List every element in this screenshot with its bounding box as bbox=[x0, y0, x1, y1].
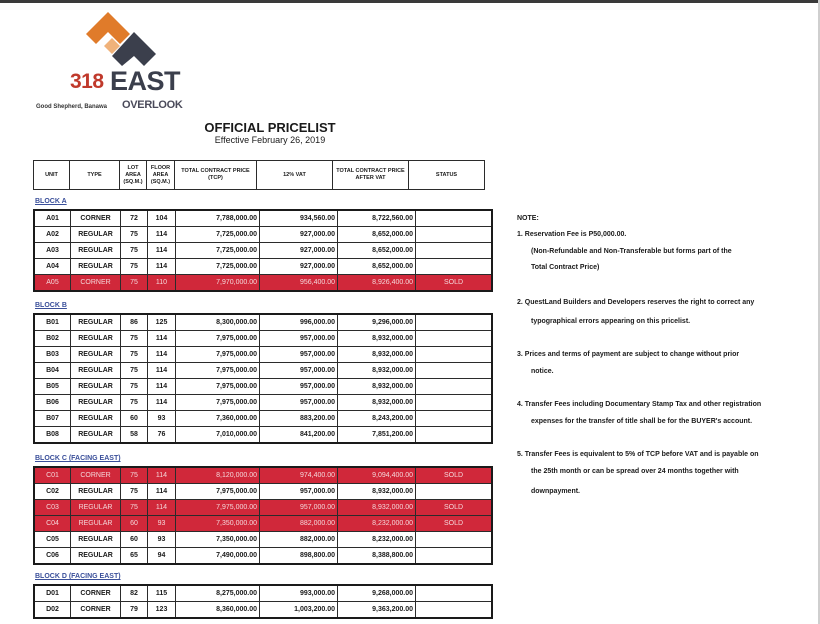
cell-unit: A05 bbox=[34, 275, 71, 292]
table-row bbox=[34, 484, 492, 500]
cell-vat: 993,000.00 bbox=[260, 585, 338, 602]
cell-type: REGULAR bbox=[71, 379, 121, 395]
cell-type: REGULAR bbox=[71, 532, 121, 548]
cell-status bbox=[416, 411, 493, 427]
note-line: NOTE: bbox=[517, 215, 539, 222]
table-row bbox=[34, 516, 492, 532]
cell-floor: 123 bbox=[148, 602, 176, 619]
table-row bbox=[34, 259, 492, 275]
table-row bbox=[34, 500, 492, 516]
cell-status bbox=[416, 331, 493, 347]
logo-number: 318 bbox=[70, 70, 104, 93]
pricelist-header bbox=[33, 160, 485, 190]
page-subtitle: Effective February 26, 2019 bbox=[214, 135, 326, 145]
logo-sub: OVERLOOK bbox=[122, 99, 183, 111]
table-row bbox=[34, 532, 492, 548]
table-row bbox=[34, 243, 492, 259]
cell-unit: B06 bbox=[34, 395, 71, 411]
cell-status bbox=[416, 532, 493, 548]
cell-tcp: 7,970,000.00 bbox=[176, 275, 260, 292]
cell-unit: A03 bbox=[34, 243, 71, 259]
note-line: (Non-Refundable and Non-Transferable but forms part of the bbox=[531, 248, 732, 255]
cell-lot: 86 bbox=[121, 314, 148, 331]
cell-after: 8,926,400.00 bbox=[338, 275, 416, 292]
cell-floor: 114 bbox=[148, 395, 176, 411]
cell-type: REGULAR bbox=[71, 243, 121, 259]
cell-floor: 125 bbox=[148, 314, 176, 331]
cell-type: REGULAR bbox=[71, 395, 121, 411]
cell-floor: 110 bbox=[148, 275, 176, 292]
cell-floor: 94 bbox=[148, 548, 176, 565]
cell-after: 8,932,000.00 bbox=[338, 363, 416, 379]
cell-vat: 957,000.00 bbox=[260, 331, 338, 347]
page-title: OFFICIAL PRICELIST bbox=[204, 120, 336, 135]
cell-unit: C02 bbox=[34, 484, 71, 500]
table-row bbox=[34, 585, 492, 602]
cell-after: 8,932,000.00 bbox=[338, 500, 416, 516]
cell-status: SOLD bbox=[416, 467, 493, 484]
cell-vat: 927,000.00 bbox=[260, 227, 338, 243]
header-floor-area: FLOOR AREA (SQ.M.) bbox=[147, 161, 175, 190]
cell-unit: C03 bbox=[34, 500, 71, 516]
cell-after: 8,932,000.00 bbox=[338, 484, 416, 500]
note-line: notice. bbox=[531, 368, 554, 375]
cell-lot: 75 bbox=[121, 275, 148, 292]
table-row bbox=[34, 467, 492, 484]
cell-vat: 927,000.00 bbox=[260, 243, 338, 259]
table-row bbox=[34, 347, 492, 363]
cell-vat: 956,400.00 bbox=[260, 275, 338, 292]
cell-tcp: 7,010,000.00 bbox=[176, 427, 260, 444]
table-row bbox=[34, 331, 492, 347]
cell-unit: B02 bbox=[34, 331, 71, 347]
block-table bbox=[33, 313, 493, 444]
cell-floor: 114 bbox=[148, 227, 176, 243]
cell-type: CORNER bbox=[71, 602, 121, 619]
cell-unit: C06 bbox=[34, 548, 71, 565]
table-row bbox=[34, 314, 492, 331]
block-table bbox=[33, 209, 493, 292]
cell-type: REGULAR bbox=[71, 411, 121, 427]
cell-status bbox=[416, 585, 493, 602]
cell-after: 8,232,000.00 bbox=[338, 532, 416, 548]
table-row bbox=[34, 275, 492, 292]
block-label: BLOCK D (FACING EAST) bbox=[35, 573, 121, 580]
cell-tcp: 8,275,000.00 bbox=[176, 585, 260, 602]
cell-status bbox=[416, 427, 493, 444]
table-row bbox=[34, 363, 492, 379]
cell-lot: 75 bbox=[121, 347, 148, 363]
cell-tcp: 7,490,000.00 bbox=[176, 548, 260, 565]
cell-status bbox=[416, 227, 493, 243]
cell-unit: B05 bbox=[34, 379, 71, 395]
cell-lot: 75 bbox=[121, 331, 148, 347]
cell-after: 8,932,000.00 bbox=[338, 379, 416, 395]
cell-unit: C01 bbox=[34, 467, 71, 484]
table-row bbox=[34, 548, 492, 565]
header-vat: 12% VAT bbox=[257, 161, 333, 190]
cell-status bbox=[416, 210, 493, 227]
cell-tcp: 7,975,000.00 bbox=[176, 347, 260, 363]
cell-type: REGULAR bbox=[71, 331, 121, 347]
table-row bbox=[34, 227, 492, 243]
cell-status bbox=[416, 484, 493, 500]
cell-status bbox=[416, 259, 493, 275]
cell-lot: 65 bbox=[121, 548, 148, 565]
cell-status bbox=[416, 548, 493, 565]
note-line: 3. Prices and terms of payment are subject to change without prior bbox=[517, 351, 740, 358]
cell-status bbox=[416, 602, 493, 619]
cell-floor: 114 bbox=[148, 467, 176, 484]
cell-unit: A02 bbox=[34, 227, 71, 243]
cell-after: 9,296,000.00 bbox=[338, 314, 416, 331]
note-line: Total Contract Price) bbox=[531, 264, 600, 271]
header-lot-area: LOT AREA (SQ.M.) bbox=[120, 161, 147, 190]
cell-floor: 104 bbox=[148, 210, 176, 227]
cell-floor: 76 bbox=[148, 427, 176, 444]
cell-type: REGULAR bbox=[71, 427, 121, 444]
cell-lot: 79 bbox=[121, 602, 148, 619]
cell-lot: 60 bbox=[121, 516, 148, 532]
cell-floor: 93 bbox=[148, 516, 176, 532]
cell-lot: 75 bbox=[121, 259, 148, 275]
block-label: BLOCK A bbox=[35, 198, 67, 205]
table-row bbox=[34, 379, 492, 395]
cell-tcp: 8,300,000.00 bbox=[176, 314, 260, 331]
cell-after: 7,851,200.00 bbox=[338, 427, 416, 444]
cell-type: REGULAR bbox=[71, 484, 121, 500]
cell-floor: 115 bbox=[148, 585, 176, 602]
cell-vat: 882,000.00 bbox=[260, 516, 338, 532]
cell-unit: D02 bbox=[34, 602, 71, 619]
note-line: 5. Transfer Fees is equivalent to 5% of TCP before VAT and is payable on bbox=[517, 451, 759, 458]
cell-unit: C04 bbox=[34, 516, 71, 532]
cell-vat: 898,800.00 bbox=[260, 548, 338, 565]
cell-after: 8,652,000.00 bbox=[338, 227, 416, 243]
cell-vat: 1,003,200.00 bbox=[260, 602, 338, 619]
cell-status: SOLD bbox=[416, 500, 493, 516]
cell-type: CORNER bbox=[71, 210, 121, 227]
logo-mark-icon bbox=[86, 8, 156, 70]
cell-tcp: 7,350,000.00 bbox=[176, 532, 260, 548]
cell-vat: 957,000.00 bbox=[260, 363, 338, 379]
cell-unit: B03 bbox=[34, 347, 71, 363]
cell-vat: 927,000.00 bbox=[260, 259, 338, 275]
logo-name: EAST bbox=[110, 66, 181, 96]
cell-after: 8,722,560.00 bbox=[338, 210, 416, 227]
cell-after: 8,652,000.00 bbox=[338, 243, 416, 259]
header-unit: UNIT bbox=[34, 161, 70, 190]
cell-unit: B07 bbox=[34, 411, 71, 427]
cell-lot: 58 bbox=[121, 427, 148, 444]
header-status: STATUS bbox=[409, 161, 485, 190]
block-label: BLOCK B bbox=[35, 302, 67, 309]
cell-lot: 75 bbox=[121, 227, 148, 243]
cell-vat: 883,200.00 bbox=[260, 411, 338, 427]
cell-after: 8,932,000.00 bbox=[338, 331, 416, 347]
cell-tcp: 7,975,000.00 bbox=[176, 331, 260, 347]
cell-floor: 93 bbox=[148, 532, 176, 548]
cell-after: 9,268,000.00 bbox=[338, 585, 416, 602]
block-table bbox=[33, 584, 493, 619]
cell-vat: 957,000.00 bbox=[260, 484, 338, 500]
cell-type: CORNER bbox=[71, 467, 121, 484]
cell-vat: 974,400.00 bbox=[260, 467, 338, 484]
cell-after: 8,932,000.00 bbox=[338, 395, 416, 411]
cell-unit: B01 bbox=[34, 314, 71, 331]
cell-lot: 60 bbox=[121, 532, 148, 548]
cell-lot: 60 bbox=[121, 411, 148, 427]
table-row bbox=[34, 602, 492, 619]
cell-unit: A04 bbox=[34, 259, 71, 275]
cell-tcp: 8,120,000.00 bbox=[176, 467, 260, 484]
cell-lot: 75 bbox=[121, 243, 148, 259]
cell-lot: 75 bbox=[121, 500, 148, 516]
cell-after: 8,232,000.00 bbox=[338, 516, 416, 532]
cell-type: REGULAR bbox=[71, 516, 121, 532]
cell-floor: 114 bbox=[148, 243, 176, 259]
cell-status: SOLD bbox=[416, 516, 493, 532]
cell-tcp: 7,360,000.00 bbox=[176, 411, 260, 427]
header-tcp: TOTAL CONTRACT PRICE (TCP) bbox=[175, 161, 257, 190]
cell-unit: B04 bbox=[34, 363, 71, 379]
cell-tcp: 7,975,000.00 bbox=[176, 395, 260, 411]
cell-lot: 82 bbox=[121, 585, 148, 602]
cell-type: REGULAR bbox=[71, 227, 121, 243]
cell-lot: 75 bbox=[121, 363, 148, 379]
cell-status: SOLD bbox=[416, 275, 493, 292]
cell-vat: 957,000.00 bbox=[260, 379, 338, 395]
cell-vat: 841,200.00 bbox=[260, 427, 338, 444]
cell-status bbox=[416, 363, 493, 379]
cell-lot: 75 bbox=[121, 395, 148, 411]
cell-vat: 957,000.00 bbox=[260, 395, 338, 411]
cell-floor: 93 bbox=[148, 411, 176, 427]
cell-tcp: 7,975,000.00 bbox=[176, 363, 260, 379]
cell-unit: A01 bbox=[34, 210, 71, 227]
cell-status bbox=[416, 379, 493, 395]
cell-vat: 957,000.00 bbox=[260, 500, 338, 516]
cell-status bbox=[416, 395, 493, 411]
table-row bbox=[34, 411, 492, 427]
cell-floor: 114 bbox=[148, 379, 176, 395]
note-line: typographical errors appearing on this pricelist. bbox=[531, 318, 691, 325]
cell-type: CORNER bbox=[71, 585, 121, 602]
cell-tcp: 7,725,000.00 bbox=[176, 259, 260, 275]
top-border bbox=[0, 0, 820, 3]
cell-floor: 114 bbox=[148, 259, 176, 275]
cell-type: REGULAR bbox=[71, 347, 121, 363]
note-line: 1. Reservation Fee is P50,000.00. bbox=[517, 231, 627, 238]
header-type: TYPE bbox=[70, 161, 120, 190]
cell-unit: B08 bbox=[34, 427, 71, 444]
cell-vat: 957,000.00 bbox=[260, 347, 338, 363]
cell-floor: 114 bbox=[148, 347, 176, 363]
block-label: BLOCK C (FACING EAST) bbox=[35, 455, 121, 462]
header-tcp-after-vat: TOTAL CONTRACT PRICE AFTER VAT bbox=[333, 161, 409, 190]
cell-lot: 75 bbox=[121, 467, 148, 484]
note-line: 4. Transfer Fees including Documentary Stamp Tax and other registration bbox=[517, 401, 762, 408]
logo-location: Good Shepherd, Banawa bbox=[36, 104, 108, 110]
cell-tcp: 7,725,000.00 bbox=[176, 243, 260, 259]
note-line: downpayment. bbox=[531, 488, 581, 495]
cell-status bbox=[416, 243, 493, 259]
cell-floor: 114 bbox=[148, 500, 176, 516]
cell-vat: 882,000.00 bbox=[260, 532, 338, 548]
cell-floor: 114 bbox=[148, 363, 176, 379]
cell-tcp: 7,975,000.00 bbox=[176, 484, 260, 500]
cell-tcp: 8,360,000.00 bbox=[176, 602, 260, 619]
cell-type: REGULAR bbox=[71, 314, 121, 331]
block-table bbox=[33, 466, 493, 565]
cell-unit: D01 bbox=[34, 585, 71, 602]
cell-after: 8,652,000.00 bbox=[338, 259, 416, 275]
cell-lot: 75 bbox=[121, 484, 148, 500]
cell-tcp: 7,788,000.00 bbox=[176, 210, 260, 227]
cell-type: REGULAR bbox=[71, 363, 121, 379]
note-line: the 25th month or can be spread over 24 months together with bbox=[531, 468, 739, 475]
cell-tcp: 7,725,000.00 bbox=[176, 227, 260, 243]
cell-after: 8,243,200.00 bbox=[338, 411, 416, 427]
cell-floor: 114 bbox=[148, 331, 176, 347]
cell-lot: 75 bbox=[121, 379, 148, 395]
cell-type: REGULAR bbox=[71, 500, 121, 516]
cell-vat: 934,560.00 bbox=[260, 210, 338, 227]
cell-after: 8,388,800.00 bbox=[338, 548, 416, 565]
cell-unit: C05 bbox=[34, 532, 71, 548]
cell-after: 9,363,200.00 bbox=[338, 602, 416, 619]
table-row bbox=[34, 427, 492, 444]
note-line: expenses for the transfer of title shall be for the BUYER's account. bbox=[531, 418, 753, 425]
cell-after: 9,094,400.00 bbox=[338, 467, 416, 484]
table-row bbox=[34, 395, 492, 411]
table-row bbox=[34, 210, 492, 227]
cell-vat: 996,000.00 bbox=[260, 314, 338, 331]
cell-status bbox=[416, 314, 493, 331]
cell-tcp: 7,975,000.00 bbox=[176, 379, 260, 395]
logo bbox=[36, 8, 196, 111]
cell-lot: 72 bbox=[121, 210, 148, 227]
cell-floor: 114 bbox=[148, 484, 176, 500]
note-line: 2. QuestLand Builders and Developers reserves the right to correct any bbox=[517, 299, 755, 306]
cell-type: REGULAR bbox=[71, 548, 121, 565]
cell-tcp: 7,975,000.00 bbox=[176, 500, 260, 516]
cell-tcp: 7,350,000.00 bbox=[176, 516, 260, 532]
cell-type: CORNER bbox=[71, 275, 121, 292]
cell-status bbox=[416, 347, 493, 363]
cell-type: REGULAR bbox=[71, 259, 121, 275]
cell-after: 8,932,000.00 bbox=[338, 347, 416, 363]
